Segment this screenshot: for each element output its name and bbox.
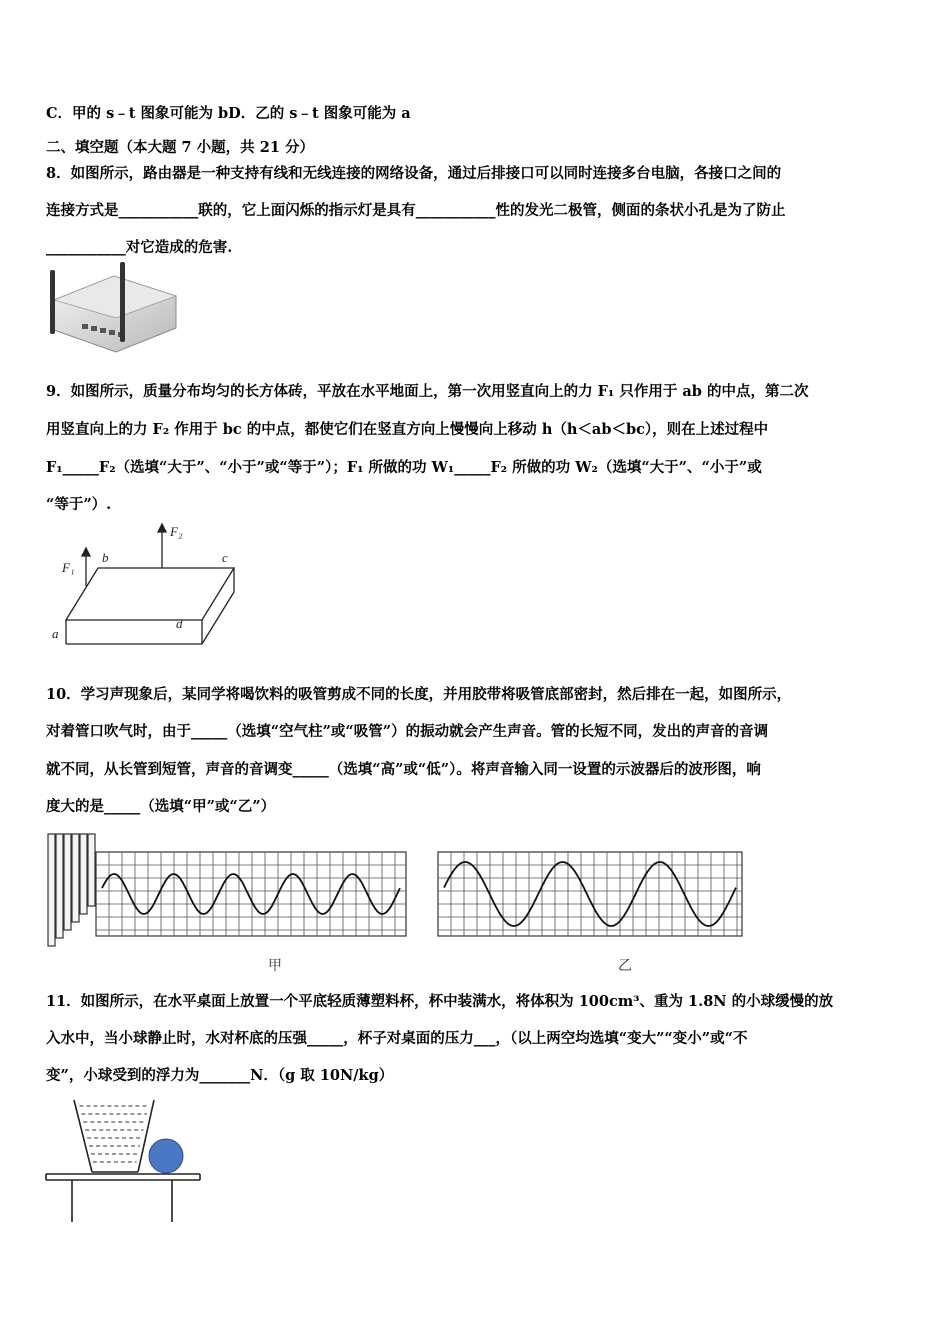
q10-line-1: 10．学习声现象后，某同学将喝饮料的吸管剪成不同的长度，并用胶带将吸管底部密封，然后排在一起，如图所示， [46, 686, 792, 703]
q11-line-1: 11．如图所示，在水平桌面上放置一个平底轻质薄塑料杯，杯中装满水，将体积为 100cm³、重为 1.8N 的小球缓慢的放 [46, 993, 834, 1010]
q10-line-2: 对着管口吹气时，由于_____（选填“空气柱”或“吸管”）的振动就会产生声音。管的长短不同，发出的声音的音调 [46, 723, 769, 740]
q8-line-3: ___________对它造成的危害. [46, 239, 233, 256]
label-yi: 乙 [618, 959, 632, 974]
label-a: a [52, 626, 59, 641]
cup-ball-table [44, 1094, 214, 1224]
option-c: C．甲的 s﹣t 图象可能为 bD．乙的 s﹣t 图象可能为 a [46, 105, 411, 122]
q8-line-2: 连接方式是___________联的，它上面闪烁的指示灯是具有___________性的发光二极管，侧面的条状小孔是为了防止 [46, 202, 786, 219]
label-f1: F₁ [62, 560, 75, 575]
label-c: c [222, 550, 228, 565]
label-f2: F₂ [170, 524, 183, 539]
q10-line-4: 度大的是_____（选填“甲”或“乙”） [46, 798, 276, 815]
oscilloscope-figure [44, 828, 764, 976]
ball [149, 1139, 183, 1173]
oscilloscope-jia [96, 852, 406, 936]
q9-line-4: “等于”）. [46, 496, 112, 513]
q9-line-3: F₁_____F₂（选填“大于”、“小于”或“等于”）；F₁ 所做的功 W₁_____F₂ 所做的功 W₂（选填“大于”、“小于”或 [46, 459, 762, 476]
label-jia: 甲 [268, 959, 282, 974]
q11-line-3: 变”，小球受到的浮力为_______N．（g 取 10N/kg） [46, 1067, 394, 1084]
brick-diagram [50, 520, 250, 650]
oscilloscope-yi [438, 852, 742, 936]
label-b: b [102, 550, 109, 565]
router-image [44, 262, 184, 354]
label-d: d [176, 616, 183, 631]
section-title: 二、填空题（本大题 7 小题，共 21 分） [46, 139, 314, 156]
q9-line-1: 9．如图所示，质量分布均匀的长方体砖，平放在水平地面上，第一次用竖直向上的力 F₁ 只作用于 ab 的中点，第二次 [46, 383, 809, 400]
q9-line-2: 用竖直向上的力 F₂ 作用于 bc 的中点，都使它们在竖直方向上慢慢向上移动 h（h＜ab＜bc），则在上述过程中 [46, 421, 769, 438]
q10-line-3: 就不同，从长管到短管，声音的音调变_____（选填“高”或“低”）。将声音输入同一设置的示波器后的波形图，响 [46, 761, 761, 778]
q11-line-2: 入水中，当小球静止时，水对杯底的压强_____，杯子对桌面的压力___，（以上两空均选填“变大”“变小”或“不 [46, 1030, 748, 1047]
straws [48, 834, 95, 946]
q8-line-1: 8．如图所示，路由器是一种支持有线和无线连接的网络设备，通过后排接口可以同时连接多台电脑，各接口之间的 [46, 165, 782, 182]
